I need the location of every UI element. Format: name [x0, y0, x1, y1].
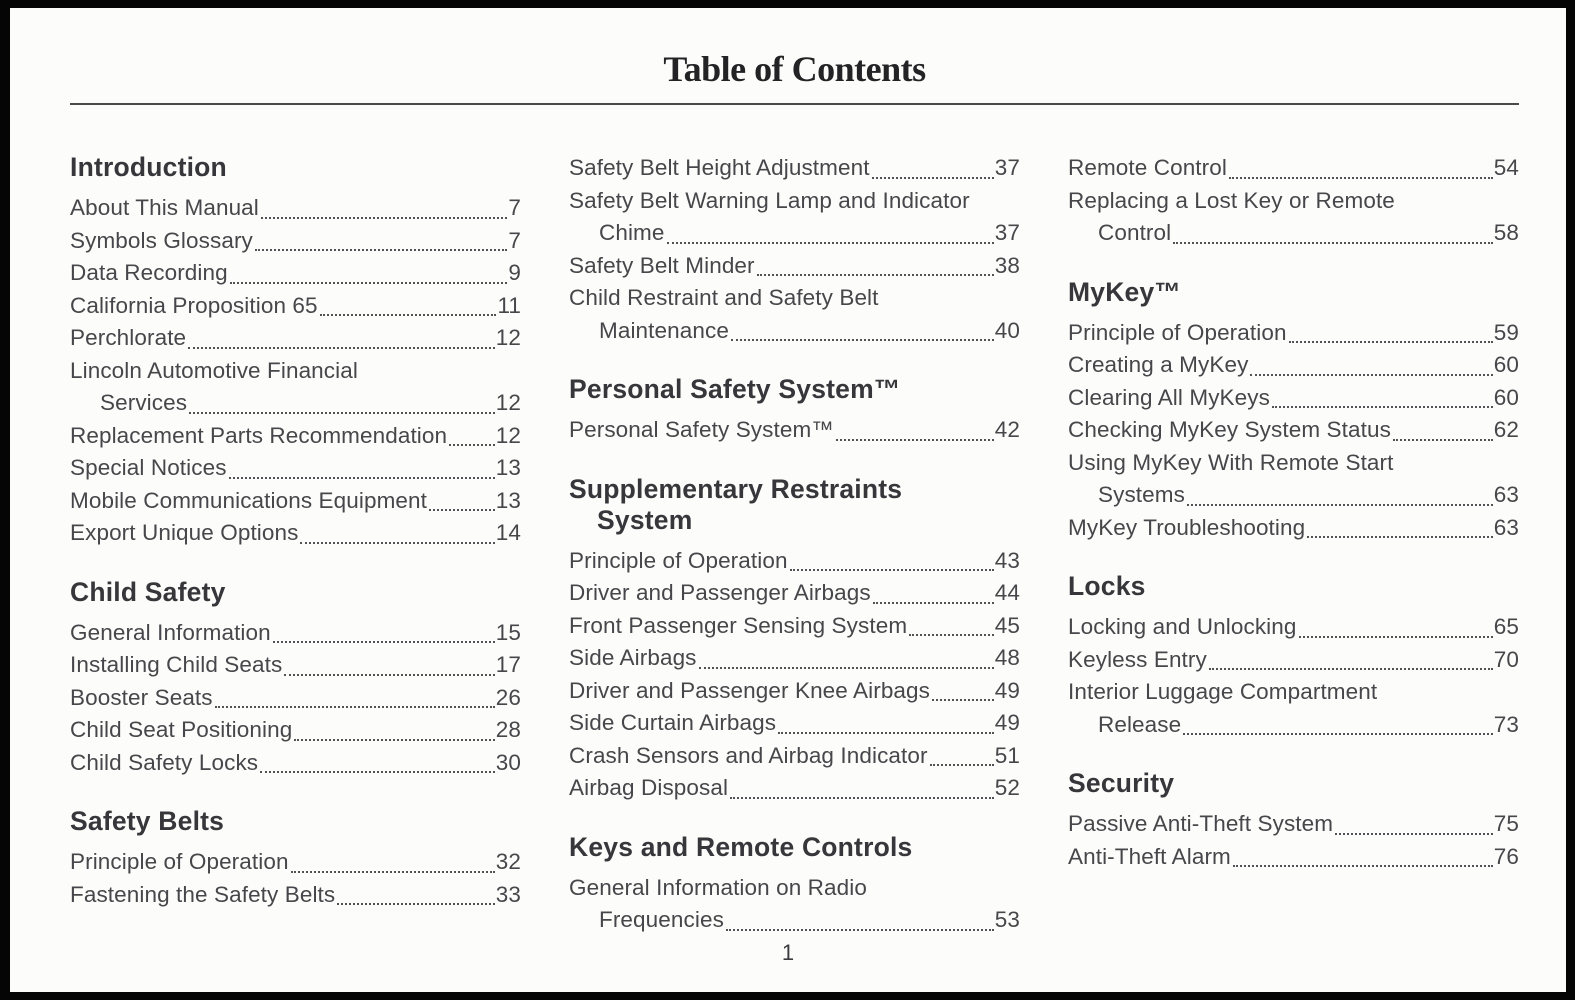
toc-entry-row — [569, 904, 1020, 937]
entry-page-number: 60 — [1493, 352, 1519, 377]
toc-entry — [569, 772, 1020, 805]
leader-dots — [699, 667, 994, 669]
entry-page-number: 59 — [1493, 319, 1519, 345]
toc-entry — [569, 610, 1020, 643]
toc-section — [1068, 768, 1519, 873]
leader-dots — [836, 439, 994, 441]
entry-page-number: 76 — [1493, 843, 1519, 869]
toc-section — [1068, 571, 1519, 741]
entry-label-continued: Chime — [599, 220, 665, 245]
toc-entry-row — [569, 577, 1020, 610]
leader-dots — [1250, 374, 1492, 376]
leader-dots — [932, 699, 994, 701]
toc-entry-row — [1068, 382, 1519, 415]
toc-entry-row — [1068, 317, 1519, 350]
toc-entry — [70, 747, 521, 780]
toc-entry-row — [569, 707, 1020, 740]
entry-label: Safety Belt Warning Lamp and Indicator — [569, 187, 970, 213]
leader-dots — [294, 739, 494, 741]
toc-entry-row — [1068, 841, 1519, 874]
leader-dots — [229, 477, 495, 479]
toc-section — [569, 474, 1020, 805]
toc-entry — [1068, 611, 1519, 644]
entry-label: Using MyKey With Remote Start — [1068, 449, 1394, 475]
entry-label-continued: Services — [100, 390, 188, 415]
entry-label: Child Safety Locks — [70, 749, 259, 775]
entry-page-number: 42 — [994, 417, 1020, 442]
page-title: Table of Contents — [663, 49, 926, 89]
leader-dots — [1272, 406, 1493, 408]
toc-entry — [569, 707, 1020, 740]
toc-entry-row — [70, 420, 521, 453]
leader-dots — [189, 412, 495, 414]
leader-dots — [273, 641, 495, 643]
toc-entry-row — [1068, 414, 1519, 447]
entry-page-number: 37 — [994, 220, 1020, 245]
section-heading: Security — [1068, 768, 1175, 798]
section-heading: Personal Safety System™ — [569, 374, 901, 404]
toc-entry — [70, 257, 521, 290]
toc-entry — [70, 649, 521, 682]
entry-label: Perchlorate — [70, 325, 187, 350]
leader-dots — [1393, 439, 1493, 441]
toc-entry — [1068, 349, 1519, 382]
entry-label: Principle of Operation — [70, 849, 289, 874]
entry-label: MyKey Troubleshooting — [1068, 514, 1306, 540]
entry-page-number: 52 — [994, 775, 1020, 800]
entry-page-number: 63 — [1493, 514, 1519, 540]
entry-page-number: 14 — [495, 520, 521, 545]
toc-entry — [569, 545, 1020, 578]
entry-label: Replacement Parts Recommendation — [70, 422, 448, 448]
entry-label: General Information — [70, 619, 271, 645]
entry-label-continued: Systems — [1098, 482, 1185, 507]
toc-entry-row — [1068, 644, 1519, 677]
toc-entry-row — [569, 545, 1020, 578]
leader-dots — [1209, 668, 1493, 670]
entry-label: Remote Control — [1068, 155, 1227, 180]
section-heading: Locks — [1068, 571, 1146, 601]
leader-dots — [909, 634, 994, 636]
leader-dots — [230, 282, 508, 284]
toc-entry-row — [70, 714, 521, 747]
entry-page-number: 15 — [495, 619, 521, 645]
toc-entry — [70, 420, 521, 453]
toc-entry-row — [1068, 479, 1519, 512]
leader-dots — [1307, 536, 1493, 538]
toc-section — [569, 152, 1020, 347]
leader-dots — [873, 602, 994, 604]
entry-label: Special Notices — [70, 455, 227, 480]
entry-page-number: 65 — [1493, 614, 1519, 639]
toc-entry — [569, 577, 1020, 610]
entry-page-number: 44 — [994, 580, 1020, 605]
toc-entry — [1068, 841, 1519, 874]
entry-page-number: 62 — [1493, 417, 1519, 442]
entry-label: Export Unique Options — [70, 520, 299, 545]
leader-dots — [255, 249, 507, 251]
toc-entry — [1068, 808, 1519, 841]
entry-label: Fastening the Safety Belts — [70, 881, 336, 907]
toc-entry — [569, 642, 1020, 675]
toc-entry — [70, 485, 521, 518]
entry-label: Installing Child Seats — [70, 652, 283, 677]
toc-entry — [1068, 152, 1519, 185]
toc-entry — [1068, 676, 1519, 741]
entry-page-number: 43 — [994, 547, 1020, 573]
entry-page-number: 49 — [994, 677, 1020, 703]
entry-label: Side Curtain Airbags — [569, 710, 777, 735]
entry-page-number: 58 — [1493, 220, 1519, 245]
leader-dots — [730, 797, 994, 799]
toc-entry-row — [569, 610, 1020, 643]
toc-entry-row — [70, 879, 521, 912]
entry-page-number: 17 — [495, 652, 521, 677]
toc-entry — [70, 225, 521, 258]
toc-entry — [70, 517, 521, 550]
entry-label: Principle of Operation — [569, 547, 788, 573]
section-heading: Introduction — [70, 152, 227, 182]
leader-dots — [300, 542, 494, 544]
entry-page-number: 9 — [508, 260, 521, 285]
entry-page-number: 40 — [994, 317, 1020, 343]
toc-entry — [1068, 512, 1519, 545]
entry-page-number: 48 — [994, 645, 1020, 670]
toc-entry — [1068, 447, 1519, 512]
entry-label: Data Recording — [70, 260, 228, 285]
toc-entry-row — [70, 617, 521, 650]
toc-entry-row — [569, 217, 1020, 250]
toc-entry — [70, 192, 521, 225]
leader-dots — [872, 177, 994, 179]
entry-label-continued: Control — [1098, 220, 1172, 245]
entry-label: Creating a MyKey — [1068, 352, 1249, 377]
toc-entry-row — [569, 772, 1020, 805]
leader-dots — [1233, 865, 1493, 867]
entry-page-number: 13 — [495, 487, 521, 513]
entry-label: Lincoln Automotive Financial — [70, 357, 358, 383]
entry-label: Keyless Entry — [1068, 646, 1207, 672]
entry-page-number: 54 — [1493, 155, 1519, 180]
entry-page-number: 75 — [1493, 811, 1519, 836]
toc-entry-row — [70, 485, 521, 518]
toc-entry-row — [1068, 152, 1519, 185]
leader-dots — [790, 569, 994, 571]
leader-dots — [1173, 242, 1493, 244]
leader-dots — [778, 732, 994, 734]
toc-entry-row — [70, 682, 521, 715]
entry-label: Safety Belt Minder — [569, 252, 755, 278]
entry-label: General Information on Radio — [569, 874, 867, 900]
entry-label: Airbag Disposal — [569, 775, 729, 800]
toc-entry-row — [569, 642, 1020, 675]
entry-page-number: 63 — [1493, 482, 1519, 507]
toc-entry-row — [70, 649, 521, 682]
entry-page-number: 45 — [994, 612, 1020, 638]
leader-dots — [1335, 833, 1493, 835]
leader-dots — [726, 929, 994, 931]
toc-entry-row — [569, 414, 1020, 447]
entry-page-number: 11 — [497, 292, 521, 318]
entry-label: Side Airbags — [569, 645, 697, 670]
leader-dots — [731, 339, 994, 341]
entry-page-number: 38 — [994, 252, 1020, 278]
entry-label: Symbols Glossary — [70, 227, 253, 253]
leader-dots — [1229, 177, 1493, 179]
entry-label: Child Restraint and Safety Belt — [569, 285, 879, 310]
entry-page-number: 73 — [1493, 711, 1519, 737]
toc-entry-row — [70, 192, 521, 225]
toc-entry-row — [70, 257, 521, 290]
toc-entry — [70, 714, 521, 747]
toc-section — [569, 832, 1020, 937]
entry-label: Personal Safety System™ — [569, 417, 834, 442]
toc-entry-row — [70, 322, 521, 355]
entry-label: Clearing All MyKeys — [1068, 384, 1270, 410]
entry-label: Locking and Unlocking — [1068, 614, 1297, 639]
leader-dots — [1299, 636, 1493, 638]
footer — [10, 940, 1566, 966]
toc-entry-row — [1068, 217, 1519, 250]
entry-page-number: 7 — [508, 227, 521, 253]
leader-dots — [320, 314, 497, 316]
toc-section — [70, 152, 521, 550]
page-header — [70, 48, 1519, 105]
entry-page-number: 26 — [495, 684, 521, 710]
toc-entry — [70, 290, 521, 323]
toc-entry-row — [70, 225, 521, 258]
toc-entry — [569, 414, 1020, 447]
toc-entry — [1068, 317, 1519, 350]
toc-section — [569, 374, 1020, 447]
entry-label: Child Seat Positioning — [70, 717, 293, 742]
leader-dots — [1183, 733, 1493, 735]
toc-entry — [1068, 185, 1519, 250]
entry-page-number: 28 — [495, 717, 521, 742]
leader-dots — [757, 274, 994, 276]
toc-entry — [70, 879, 521, 912]
toc-column-3 — [1068, 152, 1519, 964]
toc-section — [1068, 152, 1519, 250]
toc-entry-row — [569, 152, 1020, 185]
title-divider — [70, 103, 1519, 105]
entry-label: Safety Belt Height Adjustment — [569, 155, 870, 180]
section-heading: Safety Belts — [70, 806, 225, 836]
entry-label: Passive Anti-Theft System — [1068, 811, 1334, 836]
toc-entry-row — [70, 452, 521, 485]
toc-entry — [1068, 382, 1519, 415]
entry-label: Driver and Passenger Airbags — [569, 580, 871, 605]
toc-entry — [70, 452, 521, 485]
entry-label: Interior Luggage Compartment — [1068, 679, 1378, 704]
toc-entry-row — [1068, 808, 1519, 841]
toc-entry-row — [70, 290, 521, 323]
toc-entry — [569, 185, 1020, 250]
leader-dots — [260, 771, 495, 773]
entry-label: Crash Sensors and Airbag Indicator — [569, 742, 928, 768]
toc-entry-row — [1068, 709, 1519, 742]
leader-dots — [337, 903, 495, 905]
entry-label-continued: Maintenance — [599, 317, 729, 343]
leader-dots — [215, 706, 495, 708]
entry-page-number: 30 — [495, 749, 521, 775]
toc-entry-row — [1068, 512, 1519, 545]
toc-section — [1068, 277, 1519, 545]
toc-entry-row — [569, 315, 1020, 348]
toc-column-2 — [569, 152, 1020, 964]
toc-entry — [569, 740, 1020, 773]
toc-entry — [569, 250, 1020, 283]
leader-dots — [1289, 341, 1493, 343]
toc-entry-row — [1068, 349, 1519, 382]
section-heading-line2: System — [597, 504, 693, 535]
toc-entry-row — [569, 675, 1020, 708]
toc-entry — [1068, 644, 1519, 677]
toc-entry-row — [569, 250, 1020, 283]
toc-entry — [1068, 414, 1519, 447]
entry-page-number: 33 — [495, 881, 521, 907]
page-number: 1 — [781, 940, 795, 965]
toc-entry-row — [1068, 611, 1519, 644]
section-heading: Supplementary Restraints System — [569, 474, 1020, 536]
entry-page-number: 51 — [994, 742, 1020, 768]
entry-page-number: 53 — [994, 907, 1020, 932]
entry-page-number: 70 — [1493, 646, 1519, 672]
document-page — [10, 8, 1566, 992]
toc-section — [70, 806, 521, 911]
entry-page-number: 12 — [495, 325, 521, 350]
entry-label: Booster Seats — [70, 684, 213, 710]
leader-dots — [188, 347, 495, 349]
toc-entry — [70, 682, 521, 715]
toc-entry — [70, 617, 521, 650]
leader-dots — [449, 444, 495, 446]
toc-entry — [70, 322, 521, 355]
toc-entry-row — [569, 740, 1020, 773]
toc-entry — [569, 675, 1020, 708]
toc-entry — [569, 152, 1020, 185]
leader-dots — [930, 764, 994, 766]
entry-page-number: 12 — [495, 422, 521, 448]
entry-page-number: 49 — [994, 710, 1020, 735]
section-heading: Child Safety — [70, 576, 226, 607]
leader-dots — [667, 242, 994, 244]
entry-label: About This Manual — [70, 195, 259, 220]
leader-dots — [284, 674, 494, 676]
toc-entry-row — [70, 517, 521, 550]
entry-label-continued: Frequencies — [599, 907, 724, 932]
entry-label: California Proposition 65 — [70, 292, 318, 318]
toc-column-1 — [70, 152, 521, 964]
entry-page-number: 32 — [495, 849, 521, 874]
entry-label: Mobile Communications Equipment — [70, 487, 428, 513]
leader-dots — [261, 217, 507, 219]
entry-label: Checking MyKey System Status — [1068, 417, 1391, 442]
toc-entry — [569, 872, 1020, 937]
entry-label: Principle of Operation — [1068, 319, 1287, 345]
entry-page-number: 13 — [495, 455, 521, 480]
toc-entry — [70, 846, 521, 879]
toc-entry — [569, 282, 1020, 347]
toc-entry-row — [70, 387, 521, 420]
entry-label: Anti-Theft Alarm — [1068, 843, 1231, 869]
section-heading: MyKey™ — [1068, 276, 1182, 307]
entry-page-number: 7 — [508, 195, 521, 220]
entry-page-number: 37 — [994, 155, 1020, 180]
leader-dots — [429, 509, 495, 511]
entry-label-continued: Release — [1098, 711, 1182, 737]
leader-dots — [1187, 504, 1493, 506]
entry-page-number: 12 — [495, 390, 521, 415]
leader-dots — [291, 871, 495, 873]
entry-page-number: 60 — [1493, 384, 1519, 410]
toc-entry-row — [70, 846, 521, 879]
toc-entry — [70, 355, 521, 420]
entry-label: Replacing a Lost Key or Remote — [1068, 187, 1395, 213]
toc-entry-row — [70, 747, 521, 780]
entry-label: Front Passenger Sensing System — [569, 612, 908, 638]
toc-columns — [70, 152, 1519, 964]
entry-label: Driver and Passenger Knee Airbags — [569, 677, 931, 703]
toc-section — [70, 577, 521, 780]
section-heading: Keys and Remote Controls — [569, 831, 913, 862]
